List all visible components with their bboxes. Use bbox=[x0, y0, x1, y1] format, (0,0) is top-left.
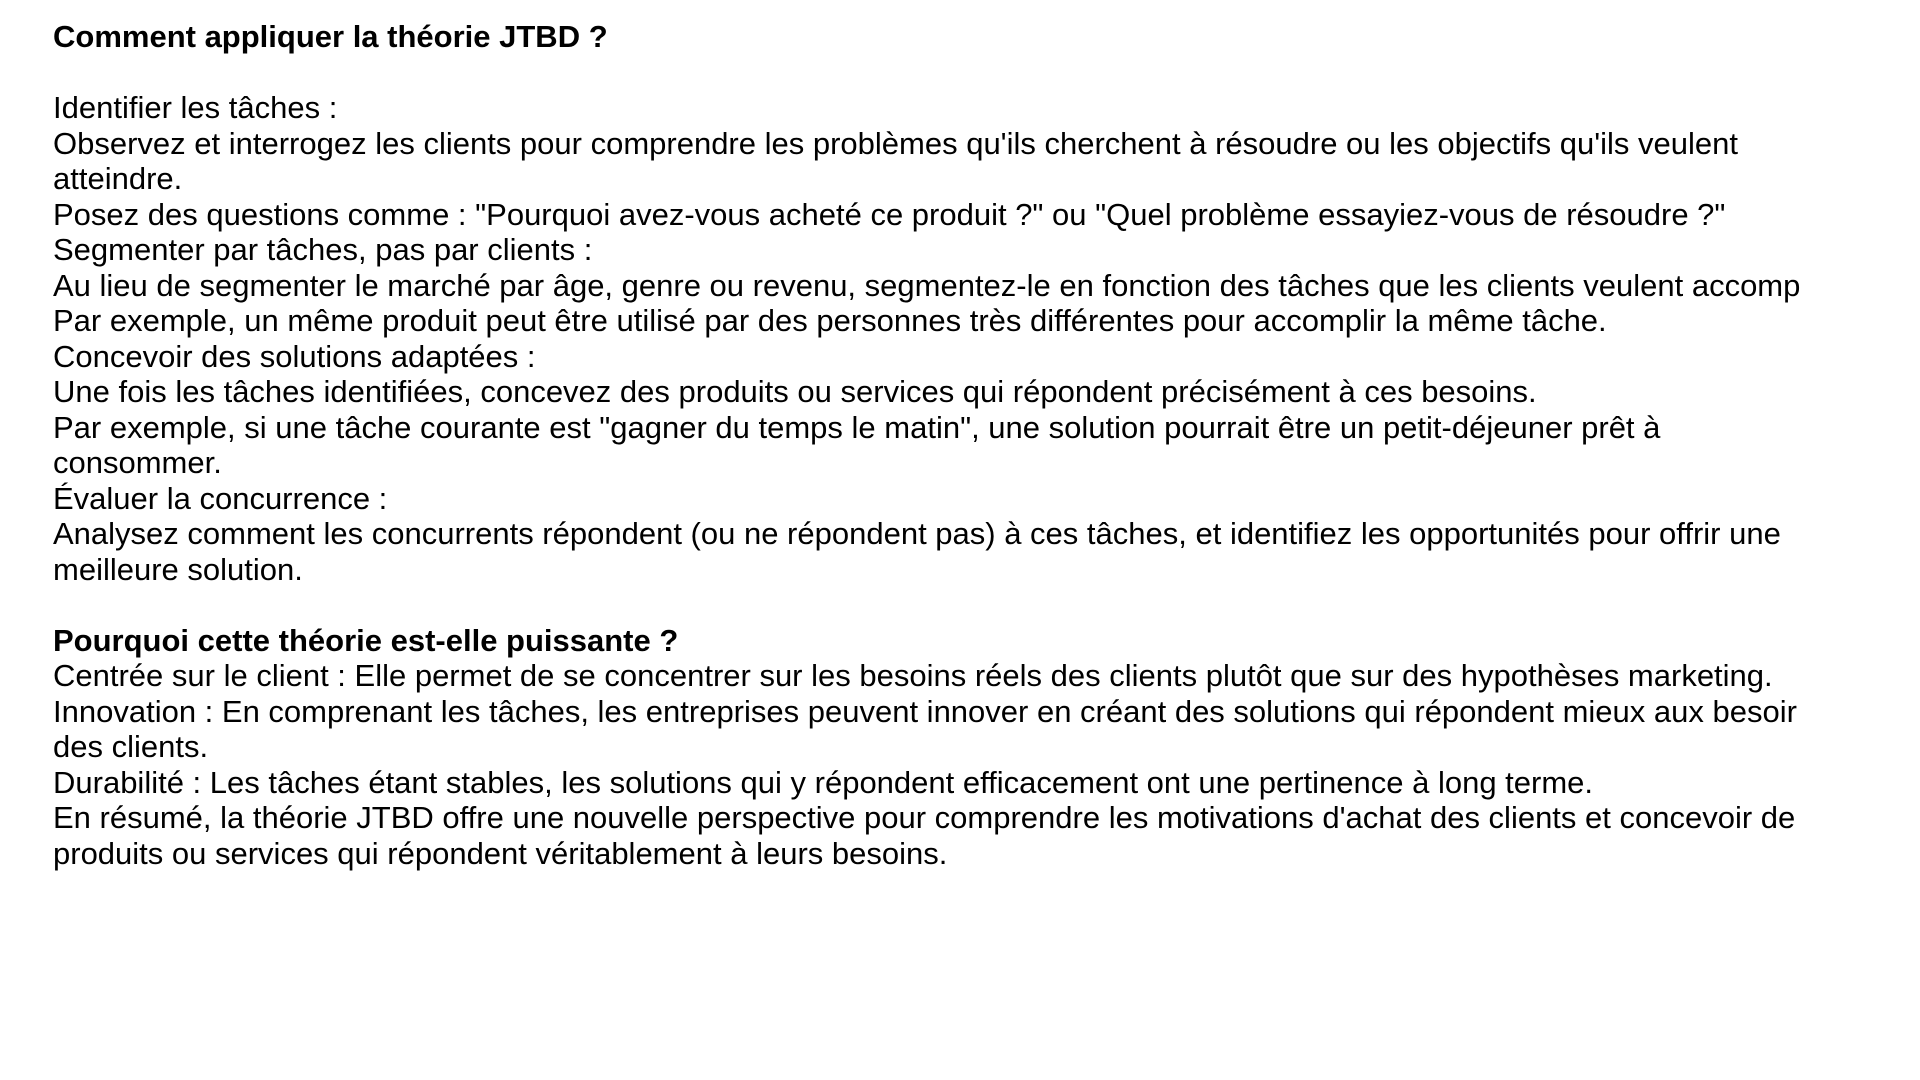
text-line: Posez des questions comme : "Pourquoi avez-vous acheté ce produit ?" ou "Quel problème essayiez-vous de résoudre ?" bbox=[53, 196, 1726, 232]
text-line: Concevoir des solutions adaptées : bbox=[53, 338, 536, 374]
text-line: Observez et interrogez les clients pour comprendre les problèmes qu'ils cherchent à résoudre ou les objectifs qu'ils veulent bbox=[53, 125, 1738, 161]
text-line: Une fois les tâches identifiées, concevez des produits ou services qui répondent précisément à ces besoins. bbox=[53, 374, 1537, 409]
text-line: Centrée sur le client : Elle permet de se concentrer sur les besoins réels des clients plutôt que sur des hypothèses marketing. bbox=[53, 658, 1773, 693]
text-line: Par exemple, un même produit peut être utilisé par des personnes très différentes pour accomplir la même tâche. bbox=[53, 303, 1607, 338]
text-line: des clients. bbox=[53, 729, 209, 764]
text-line: Segmenter par tâches, pas par clients : bbox=[53, 232, 593, 267]
document-body bbox=[53, 19, 1920, 871]
text-line: produits ou services qui répondent véritablement à leurs besoins. bbox=[53, 835, 948, 871]
section-heading-apply: Comment appliquer la théorie JTBD ? bbox=[53, 19, 608, 54]
text-line: atteindre. bbox=[53, 161, 183, 196]
text-line: Par exemple, si une tâche courante est "gagner du temps le matin", une solution pourrait être un petit-déjeuner prêt à bbox=[53, 409, 1661, 445]
spacer bbox=[53, 587, 1920, 623]
text-line: Évaluer la concurrence : bbox=[53, 480, 388, 516]
section-heading-why: Pourquoi cette théorie est-elle puissante ? bbox=[53, 622, 679, 658]
text-line: Analysez comment les concurrents répondent (ou ne répondent pas) à ces tâches, et identifiez les opportunités pour offrir une bbox=[53, 516, 1781, 551]
text-line: Innovation : En comprenant les tâches, les entreprises peuvent innover en créant des solutions qui répondent mieux aux besoir bbox=[53, 693, 1797, 729]
text-line: meilleure solution. bbox=[53, 551, 303, 587]
spacer bbox=[53, 55, 1920, 91]
text-line: consommer. bbox=[53, 445, 222, 480]
text-line: Identifier les tâches : bbox=[53, 90, 338, 125]
text-line: En résumé, la théorie JTBD offre une nouvelle perspective pour comprendre les motivations d'achat des clients et concevoir de bbox=[53, 800, 1796, 835]
text-line: Durabilité : Les tâches étant stables, les solutions qui y répondent efficacement ont une pertinence à long terme. bbox=[53, 764, 1594, 800]
text-line: Au lieu de segmenter le marché par âge, genre ou revenu, segmentez-le en fonction des tâches que les clients veulent accomp bbox=[53, 267, 1801, 303]
